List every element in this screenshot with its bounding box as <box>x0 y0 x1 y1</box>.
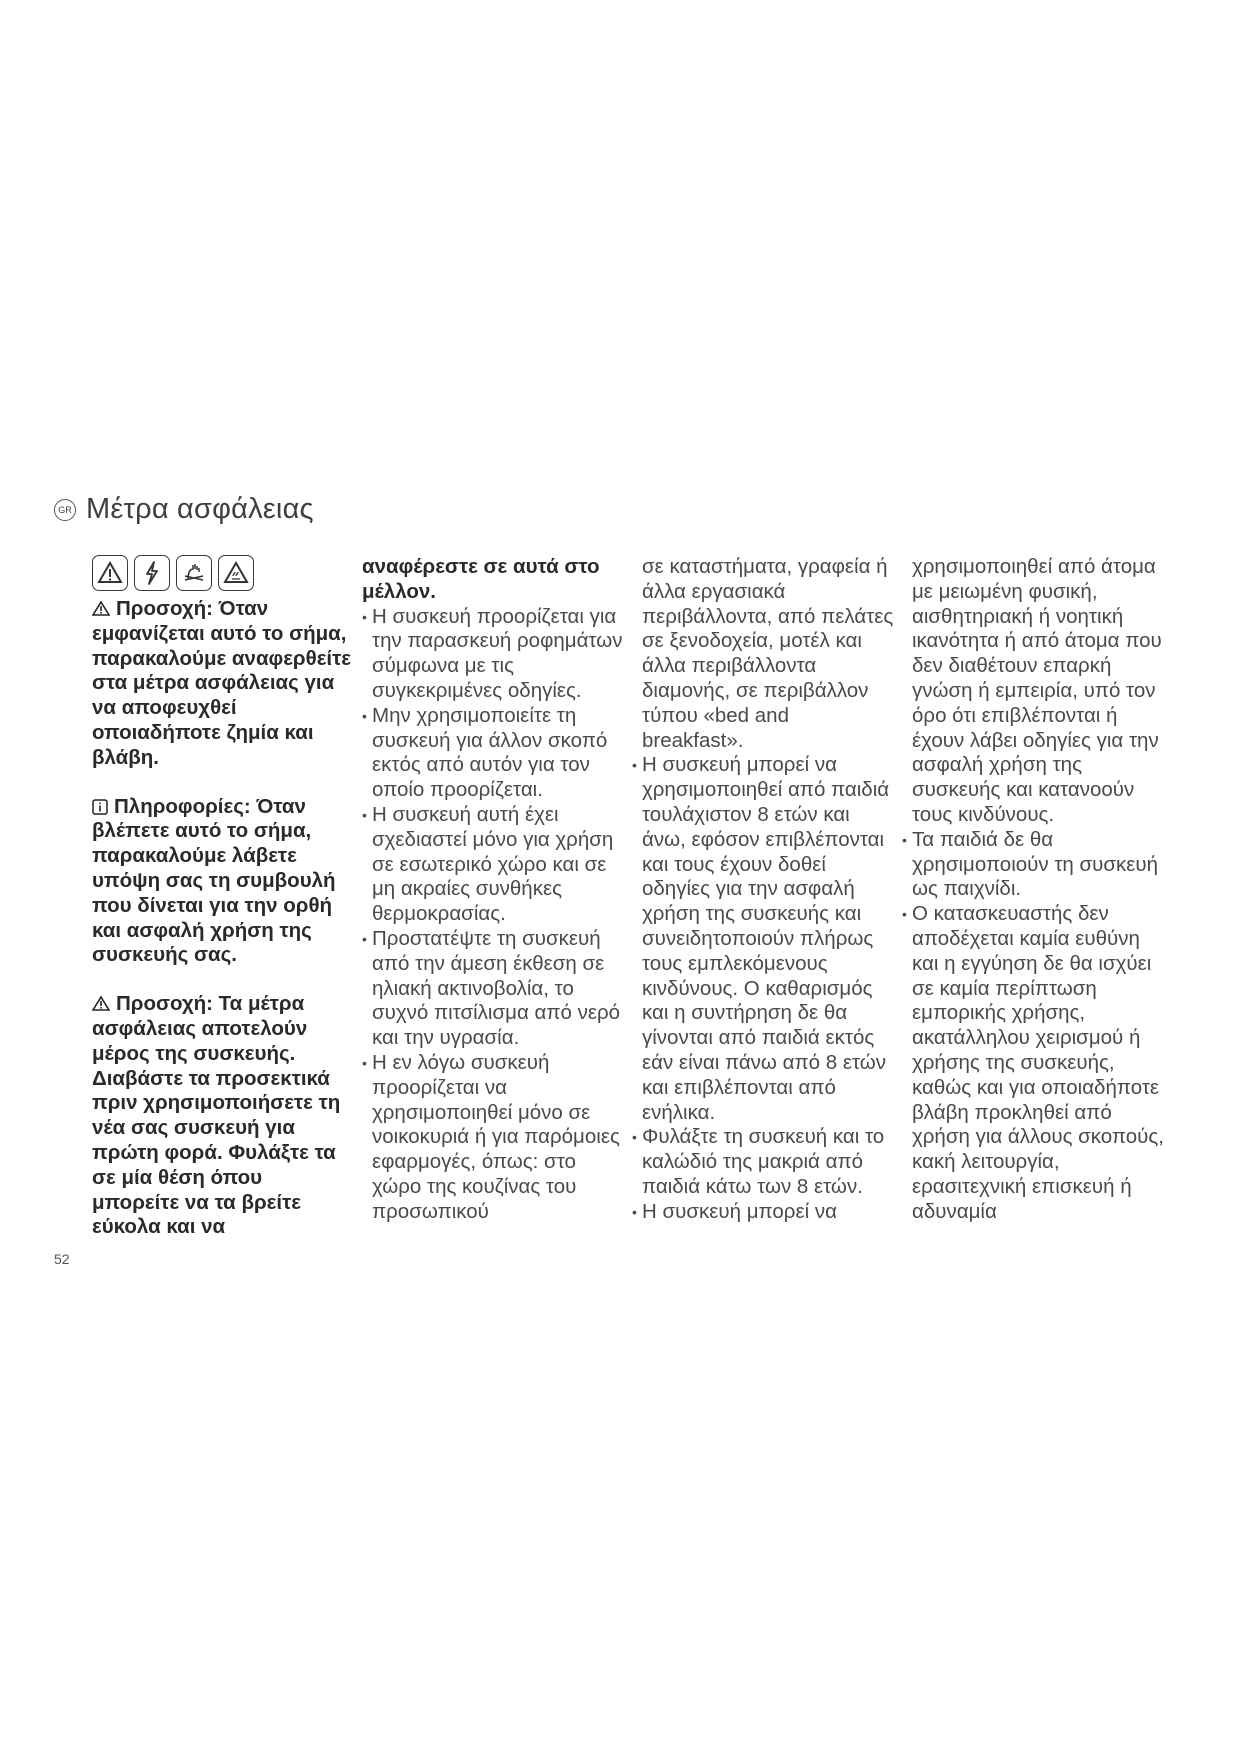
caution-text: Τα μέτρα ασφάλειας αποτελούν μέρος της συσκευής. Διαβάστε τα προσεκτικά πριν χρησιμοποιήσετε τη νέα σας συσκευή για πρώτη φορά. Φυλάξτε τα σε μία θέση όπου μπορείτε να τα βρείτε εύκολα και να <box>92 992 341 1239</box>
column-2 <box>362 555 624 1225</box>
warning-icon <box>92 555 128 591</box>
warning-small-icon <box>92 601 110 616</box>
caution-label: Προσοχή: <box>116 597 213 620</box>
list-item: • Η συσκευή προορίζεται για την παρασκευή ροφημάτων σύμφωνα με τις συγκεκριμένες οδηγίες. <box>362 604 623 702</box>
safety-icons-row <box>92 555 354 593</box>
info-icon <box>92 799 108 815</box>
list-item-continuation: σε καταστήματα, γραφεία ή άλλα εργασιακά περιβάλλοντα, από πελάτες σε ξενοδοχεία, μοτέλ και άλλα περιβάλλοντα διαμονής, σε περιβάλλον τύπου «bed and breakfast». <box>642 555 894 752</box>
warning-small-icon <box>92 996 110 1011</box>
caution-block <box>92 597 354 771</box>
list-item: • Μην χρησιμοποιείτε τη συσκευή για άλλον σκοπό εκτός από αυτόν για τον οποίο προορίζεται. <box>362 703 608 802</box>
page-number: 52 <box>54 1251 70 1267</box>
bold-continuation: αναφέρεστε σε αυτά στο μέλλον. <box>362 555 600 603</box>
bullet-list <box>632 555 894 1225</box>
info-text: Όταν βλέπετε αυτό το σήμα, παρακαλούμε λάβετε υπόψη σας τη συμβουλή που δίνεται για την ορθή και ασφαλή χρήση της συσκευής σας. <box>92 794 336 967</box>
column-1 <box>92 555 354 1240</box>
info-block <box>92 795 354 969</box>
electrical-hazard-icon <box>134 555 170 591</box>
hot-surface-icon <box>218 555 254 591</box>
list-item: • Φυλάξτε τη συσκευή και το καλώδιό της μακριά από παιδιά κάτω των 8 ετών. <box>632 1125 885 1198</box>
no-hands-icon <box>176 555 212 591</box>
page-title: Μέτρα ασφάλειας <box>86 493 314 525</box>
list-item: • Η εν λόγω συσκευή προορίζεται να χρησιμοποιηθεί μόνο σε νοικοκυριά ή για παρόμοιες εφαρμογές, όπως: στο χώρο της κουζίνας του προσωπικού <box>362 1050 620 1223</box>
caution-block-2 <box>92 992 354 1240</box>
list-item: • Ο κατασκευαστής δεν αποδέχεται καμία ευθύνη και η εγγύηση δε θα ισχύει σε καμία περίπτωση εμπορικής χρήσης, ακατάλληλου χειρισμού ή χρήσης της συσκευής, καθώς και για οποιαδήποτε βλάβη προκληθεί από χρήση για άλλους σκοπούς, κακή λειτουργία, ερασιτεχνική επισκευή ή αδυναμία <box>902 902 1164 1223</box>
bullet-list <box>362 605 624 1225</box>
list-item-continuation: χρησιμοποιηθεί από άτομα με μειωμένη φυσική, αισθητηριακή ή νοητική ικανότητα ή από άτομα που δεν διαθέτουν επαρκή γνώση ή εμπειρία, υπό τον όρο ότι επιβλέπονται ή έχουν λάβει οδηγίες για την ασφαλή χρήση της συσκευής και κατανοούν τους κινδύνους. <box>912 555 1162 826</box>
section-header <box>54 493 314 526</box>
language-badge: GR <box>54 499 76 521</box>
caution-text: Όταν εμφανίζεται αυτό το σήμα, παρακαλούμε αναφερθείτε στα μέτρα ασφάλειας για να αποφευχθεί οποιαδήποτε ζημία και βλάβη. <box>92 597 352 769</box>
list-item: • Προστατέψτε τη συσκευή από την άμεση έκθεση σε ηλιακή ακτινοβολία, το συχνό πιτσίλισμα από νερό και την υγρασία. <box>362 926 621 1050</box>
info-label: Πληροφορίες: <box>114 794 251 818</box>
list-item: • Η συσκευή μπορεί να χρησιμοποιηθεί από παιδιά τουλάχιστον 8 ετών και άνω, εφόσον επιβλέπονται και τους έχουν δοθεί οδηγίες για την ασφαλή χρήση της συσκευής και συνειδητοποιούν πλήρως τους εμπλεκόμενους κινδύνους. Ο καθαρισμός και η συντήρηση δε θα γίνονται από παιδιά εκτός εάν είναι πάνω από 8 ετών και επιβλέπονται από ενήλικα. <box>632 753 890 1124</box>
bullet-list <box>902 555 1164 1225</box>
list-item: • Η συσκευή αυτή έχει σχεδιαστεί μόνο για χρήση σε εσωτερικό χώρο και σε μη ακραίες συνθήκες θερμοκρασίας. <box>362 802 614 926</box>
list-item: • Η συσκευή μπορεί να <box>632 1199 837 1223</box>
list-item: • Τα παιδιά δε θα χρησιμοποιούν τη συσκευή ως παιχνίδι. <box>902 827 1159 901</box>
column-4 <box>902 555 1164 1225</box>
caution-label: Προσοχή: <box>116 992 213 1016</box>
column-3 <box>632 555 894 1225</box>
